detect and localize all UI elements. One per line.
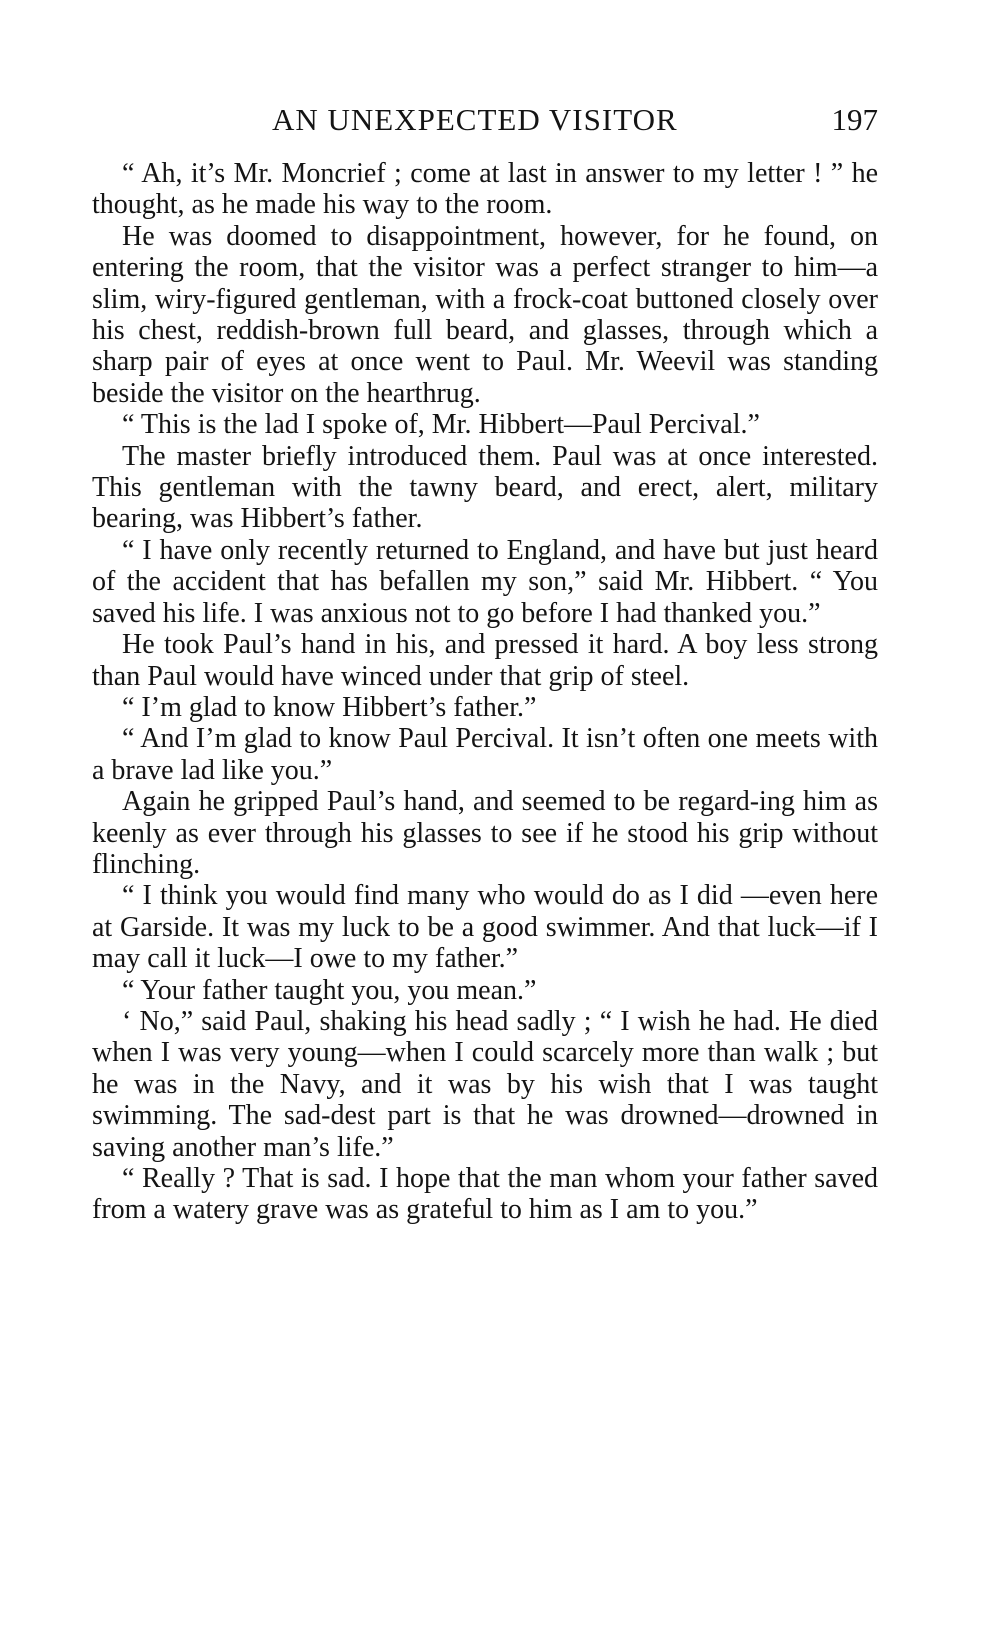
paragraph: “ And I’m glad to know Paul Percival. It isn’t often one meets with a brave lad like you.” — [92, 723, 878, 786]
paragraph: “ Really ? That is sad. I hope that the man whom your father saved from a watery grave was as grateful to him as I am to you.” — [92, 1163, 878, 1226]
paragraph: He was doomed to disappointment, however, for he found, on entering the room, that the visitor was a perfect stranger to him—a slim, wiry-figured gentleman, with a frock-coat buttoned closely over his chest, reddish-brown full beard, and glasses, through which a sharp pair of eyes at once went to Paul. Mr. Weevil was standing beside the visitor on the hearthrug. — [92, 220, 878, 409]
paragraph: The master briefly introduced them. Paul was at once interested. This gentleman with the tawny beard, and erect, alert, military bearing, was Hibbert’s father. — [92, 440, 878, 535]
paragraph: “ Ah, it’s Mr. Moncrief ; come at last in answer to my letter ! ” he thought, as he made his way to the room. — [92, 158, 878, 221]
paragraph: “ I think you would find many who would do as I did —even here at Garside. It was my luck to be a good swimmer. And that luck—if I may call it luck—I owe to my father.” — [92, 880, 878, 975]
paragraph: “ Your father taught you, you mean.” — [122, 974, 537, 1006]
paragraph: “ I’m glad to know Hibbert’s father.” — [122, 691, 537, 723]
running-title: AN UNEXPECTED VISITOR — [272, 102, 678, 137]
page-header — [92, 98, 878, 142]
paragraph: “ This is the lad I spoke of, Mr. Hibbert—Paul Percival.” — [122, 409, 760, 441]
paragraph: Again he gripped Paul’s hand, and seemed to be regard-ing him as keenly as ever through his glasses to see if he stood his grip without flinching. — [92, 786, 878, 880]
paragraph: ‘ No,” said Paul, shaking his head sadly ; “ I wish he had. He died when I was very young—when I could scarcely more than walk ; but he was in the Navy, and it was by his wish that I was taught swimming. The sad-dest part is that he was drowned—drowned in saving another man’s life.” — [92, 1005, 878, 1163]
page-number: 197 — [831, 102, 878, 137]
paragraph: He took Paul’s hand in his, and pressed it hard. A boy less strong than Paul would have winced under that grip of steel. — [92, 629, 878, 692]
body-text — [92, 158, 878, 1226]
paragraph: “ I have only recently returned to England, and have but just heard of the accident that has befallen my son,” said Mr. Hibbert. “ You saved his life. I was anxious not to go before I had thanked you.” — [92, 534, 878, 629]
